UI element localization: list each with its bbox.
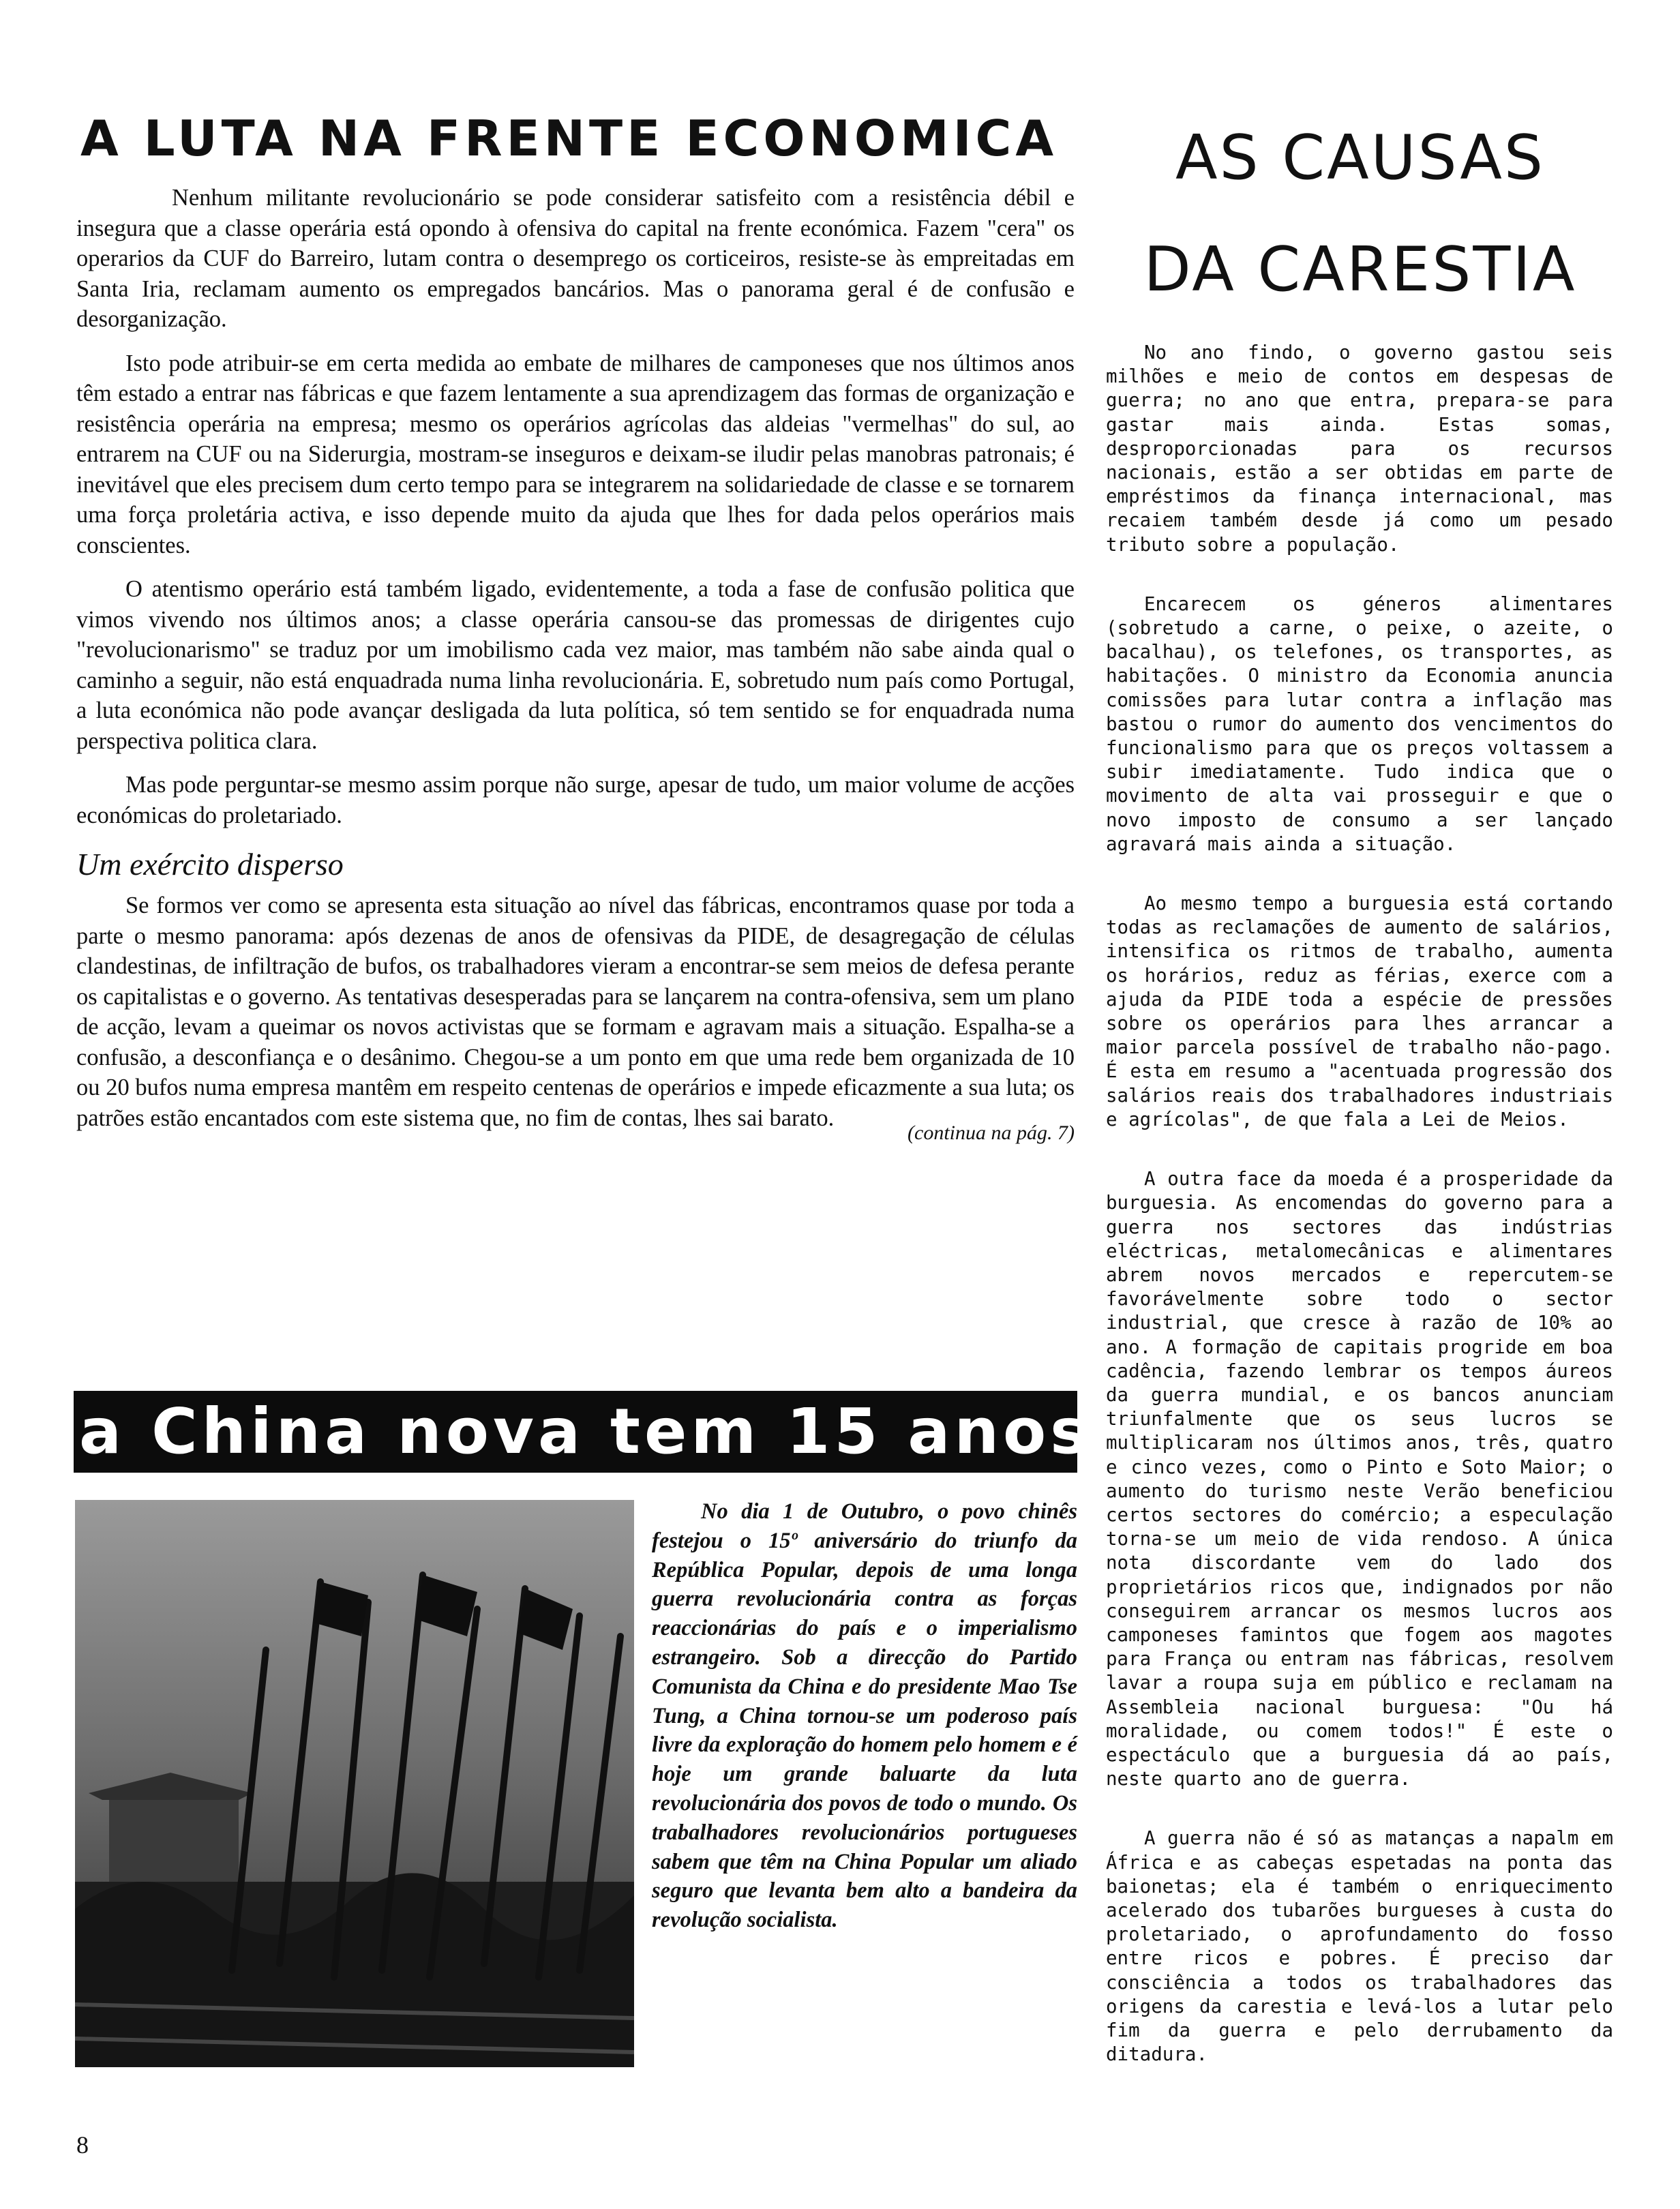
paragraph: Ao mesmo tempo a burguesia está cortando todas as reclamações de aumento de salários, intensifica os ritmos de trabalho, aumenta os horários, reduz as férias, exerce com a ajuda da PIDE toda a espécie de pressões sobre os operários para lhes arrancar a maior parcela possível de trabalho não-pago. É esta em resumo a "acentuada progressão dos salários reais dos trabalhadores industriais e agrícolas", de que fala a Lei de Meios.: [1106, 892, 1613, 1130]
parade-photo: [75, 1500, 634, 2067]
headline-line: DA CARESTIA: [1143, 234, 1577, 305]
page-number: 8: [76, 2131, 89, 2159]
subheading-exercito-disperso: Um exército disperso: [76, 847, 344, 882]
article-body-causas-carestia: [1106, 341, 1613, 2102]
paragraph: A guerra não é só as matanças a napalm em África e as cabeças espetadas na ponta das baionetas; ela é também o enriquecimento acelerado dos tubarões burgueses à custa do proletariado, o aprofundamento do fosso entre ricos e pobres. É preciso dar consciência a todos os trabalhadores das origens da carestia e levá-los a lutar pelo fim da guerra e pelo derrubamento da ditadura.: [1106, 1827, 1613, 2066]
china-banner: [74, 1391, 1092, 1473]
china-article-text: No dia 1 de Outubro, o povo chinês festejou o 15º aniversário do triunfo da República Popular, depois de uma longa guerra revolucionária contra as forças reaccionárias do país e o imperialismo estrangeiro. Sob a direcção do Partido Comunista da China e do presidente Mao Tse Tung, a China tornou-se um poderoso país livre da exploração do homem pelo homem e é hoje um grande baluarte da luta revolucionária dos povos de todo o mundo. Os trabalhadores revolucionários portugueses sabem que têm na China Popular um aliado seguro que levanta bem alto a bandeira da revolução socialista.: [652, 1499, 1077, 1933]
paragraph: Mas pode perguntar-se mesmo assim porque não surge, apesar de tudo, um maior volume de acções económicas do proletariado.: [76, 772, 1075, 828]
continued-note: (continua na pág. 7): [907, 1122, 1075, 1144]
headline-line: AS CAUSAS: [1175, 122, 1546, 194]
paragraph: O atentismo operário está também ligado, evidentemente, a toda a fase de confusão politica que vimos vivendo nos últimos anos; a classe operária cansou-se das promessas de dirigentes cujo "revolucionarismo" se traduz por um imobilismo cada vez maior, mas também não sabe ainda qual o caminho a seguir, não está enquadrada numa linha revolucionária. E, sobretudo num país como Portugal, a luta económica não pode avançar desligada da luta política, só tem sentido se for enquadrada numa perspectiva politica clara.: [76, 576, 1075, 754]
article-headline-luta-economica: A LUTA NA FRENTE ECONOMICA: [80, 110, 1058, 167]
article-body-luta-economica: [76, 183, 1075, 1149]
article-headline-causas-carestia: [1108, 102, 1612, 326]
paragraph: Se formos ver como se apresenta esta situação ao nível das fábricas, encontramos quase por toda a parte o mesmo panorama: após dezenas de anos de ofensivas da PIDE, de desagregação de células clandestinas, de infiltração de bufos, os trabalhadores vieram a encontrar-se sem meios de defesa perante os capitalistas e o governo. As tentativas desesperadas para se lançarem na contra-ofensiva, sem um plano de acção, levam a queimar os novos activistas que se formam e agravam mais a situação. Espalha-se a confusão, a desconfiança e o desânimo. Chegou-se a um ponto em que uma rede bem organizada de 10 ou 20 bufos numa empresa mantêm em respeito centenas de operários e impede eficazmente a sua luta; os patrões estão encantados com este sistema que, no fim de contas, lhes sai barato.: [76, 892, 1075, 1131]
parade-photo-illustration: [75, 1500, 634, 2067]
china-banner-title: a China nova tem 15 anos: [79, 1395, 1092, 1468]
paragraph: Nenhum militante revolucionário se pode considerar satisfeito com a resistência débil e insegura que a classe operária está opondo à ofensiva do capital na frente económica. Fazem "cera" os operarios da CUF do Barreiro, lutam contra o desemprego os corticeiros, resiste-se às empreitadas em Santa Iria, reclamam aumento os empregados bancários. Mas o panorama geral é de confusão e desorganização.: [76, 185, 1075, 332]
paragraph: Isto pode atribuir-se em certa medida ao embate de milhares de camponeses que nos últimos anos têm estado a entrar nas fábricas e que fazem lentamente a sua aprendizagem das formas de organização e resistência operária na empresa; mesmo os operários agrícolas das aldeias "vermelhas" do sul, ao entrarem na CUF ou na Siderurgia, mostram-se inseguros e deixam-se iludir pelas manobras patronais; é inevitável que eles precisem dum certo tempo para se integrarem na solidariedade de classe e se tornarem uma força proletária activa, e isso depende muito da ajuda que lhes for dada pelos operários mais conscientes.: [76, 350, 1075, 558]
paragraph: No ano findo, o governo gastou seis milhões e meio de contos em despesas de guerra; no ano que entra, prepara-se para gastar mais ainda. Estas somas, desproporcionadas para os recursos nacionais, estão a ser obtidas em parte de empréstimos da finança internacional, mas recaiem também desde já como um pesado tributo sobre a população.: [1106, 342, 1613, 556]
paragraph: Encarecem os géneros alimentares (sobretudo a carne, o peixe, o azeite, o bacalhau), os telefones, os transportes, as habitações. O ministro da Economia anuncia comissões para lutar contra a inflação mas bastou o rumor do aumento dos vencimentos do funcionalismo para que os preços voltassem a subir imediatamente. Tudo indica que o movimento de alta vai prosseguir e que o novo imposto de consumo a ser lançado agravará mais ainda a situação.: [1106, 592, 1613, 855]
paragraph: A outra face da moeda é a prosperidade da burguesia. As encomendas do governo para a guerra nos sectores das indústrias eléctricas, metalomecânicas e alimentares abrem novos mercados e repercutem-se favorávelmente sobre todo o sector industrial, que cresce à razão de 10% ao ano. A formação de capitais progride em boa cadência, fazendo lembrar os tempos áureos da guerra mundial, e os bancos anunciam triunfalmente que os seus lucros se multiplicaram nos últimos anos, três, quatro e cinco vezes, como o Pinto e Soto Maior; o aumento do turismo neste Verão beneficiou certos sectores do comércio; a especulação torna-se um meio de vida rendoso. A única nota discordante vem do lado dos proprietários ricos que, indignados por não conseguirem arrancar os mesmos lucros aos camponeses famintos que fogem aos magotes para França ou entram nas fábricas, resolvem lavar a roupa suja em público e reclamam na Assembleia nacional burguesa: "Ou há moralidade, ou comem todos!" É este o espectáculo que a burguesia dá ao país, neste quarto ano de guerra.: [1106, 1168, 1613, 1790]
